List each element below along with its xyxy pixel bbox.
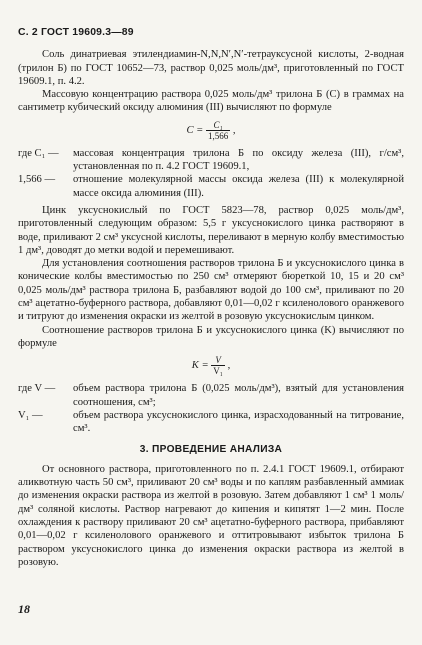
paragraph-concentration: Массовую концентрацию раствора 0,025 моль/дм³ трилона Б (C) в граммах на сантиметр кубический оксиду алюминия (III) вычисляют по формуле (18, 89, 404, 114)
formula-k-numerator: V (211, 355, 225, 366)
definition-symbol: где C₁ — (18, 147, 59, 159)
paragraph-ratio-setup: Для установления соотношения растворов трилона Б и уксуснокислого цинка в конические колбы вместимостью по 250 см³ отмеряют бюреткой 10, 15 и 20 см³ 0,025 моль/дм³ раствора трилона Б, разбавляют водой до 100 см³, приливают по 20 см³ ацетатно-буферного раствора, добавляют 0,01—0,02 г ксиленолового оранжевого и титруют до изменения окраски из желтой в розовую уксуснокислым цинком. (18, 258, 404, 323)
definition-symbol: где V — (18, 383, 56, 395)
formula-c-lhs: C = (186, 124, 206, 136)
definitions-k (18, 382, 404, 435)
formula-k-fraction (211, 355, 225, 376)
paragraph-ratio-formula-intro: Соотношение растворов трилона Б и уксуснокислого цинка (K) вычисляют по формуле (18, 324, 404, 349)
paragraph-analysis: От основного раствора, приготовленного по п. 2.4.1 ГОСТ 19609.1, отбирают аликвотную часть 50 см³, приливают 20 см³ воды и по каплям разбавленный аммиак до изменения окраски раствора из желтой в розовую. Затем добавляют 1 см³ 1 моль/дм³ соляной кислоты. Раствор нагревают до кипения и кипятят 1—2 мин. После охлаждения к раствору приливают 20 см³ ацетатно-буферного раствора, прибавляют 0,01—0,02 г ксиленолового оранжевого и оттитровывают избыток трилона Б раствором уксуснокислого цинка до изменения окраски раствора из желтой в розовую. (18, 463, 404, 568)
page-number: 18 (18, 602, 30, 616)
formula-c-numerator: C₁ (206, 120, 230, 131)
formula-c-fraction (206, 120, 230, 141)
formula-k-denominator: V₁ (213, 366, 223, 377)
definition-symbol: 1,566 — (18, 174, 56, 186)
definition-text: отношение молекулярной массы оксида железа (III) к молекулярной массе оксида алюминия (III). (73, 174, 404, 199)
definition-row (18, 409, 404, 436)
formula-k-tail: , (224, 360, 231, 372)
paragraph-zinc-acetate: Цинк уксуснокислый по ГОСТ 5823—78, раствор 0,025 моль/дм³, приготовленный следующим образом: 5,5 г уксуснокислого цинка растворяют в воде, приливают 2 см³ уксусной кислоты, переливают в мерную колбу вместимостью 1 дм³, доводят до метки водой и перемешивают. (18, 204, 404, 256)
definition-text: объем раствора уксуснокислого цинка, израсходованный на титрование, см³. (73, 409, 404, 435)
paragraph-trilon-b: Соль динатриевая этилендиамин-N,N,N′,N′-тетрауксусной кислоты, 2-водная (трилон Б) по ГОСТ 10652—73, раствор 0,025 моль/дм³, приготовленный по ГОСТ 19609.1, п. 4.2. (18, 49, 404, 87)
formula-k (18, 355, 404, 376)
formula-c-tail: , (230, 124, 236, 136)
formula-c (18, 120, 404, 141)
definition-row (18, 382, 404, 409)
definition-row (18, 147, 404, 174)
document-page (18, 26, 404, 569)
definition-symbol: V₁ — (18, 409, 43, 421)
formula-k-lhs: K = (191, 360, 212, 372)
formula-c-denominator: 1,566 (207, 130, 229, 141)
definition-text: объем раствора трилона Б (0,025 моль/дм³), взятый для установления соотношения, см³; (73, 383, 404, 408)
definition-text: массовая концентрация трилона Б по оксиду железа (III), г/см³, установленная по п. 4.2 ГОСТ 19609.1, (73, 147, 404, 173)
definition-row (18, 173, 404, 200)
page-header: С. 2 ГОСТ 19609.3—89 (18, 27, 134, 38)
section-title: 3. ПРОВЕДЕНИЕ АНАЛИЗА (139, 444, 283, 456)
definitions-c (18, 147, 404, 200)
